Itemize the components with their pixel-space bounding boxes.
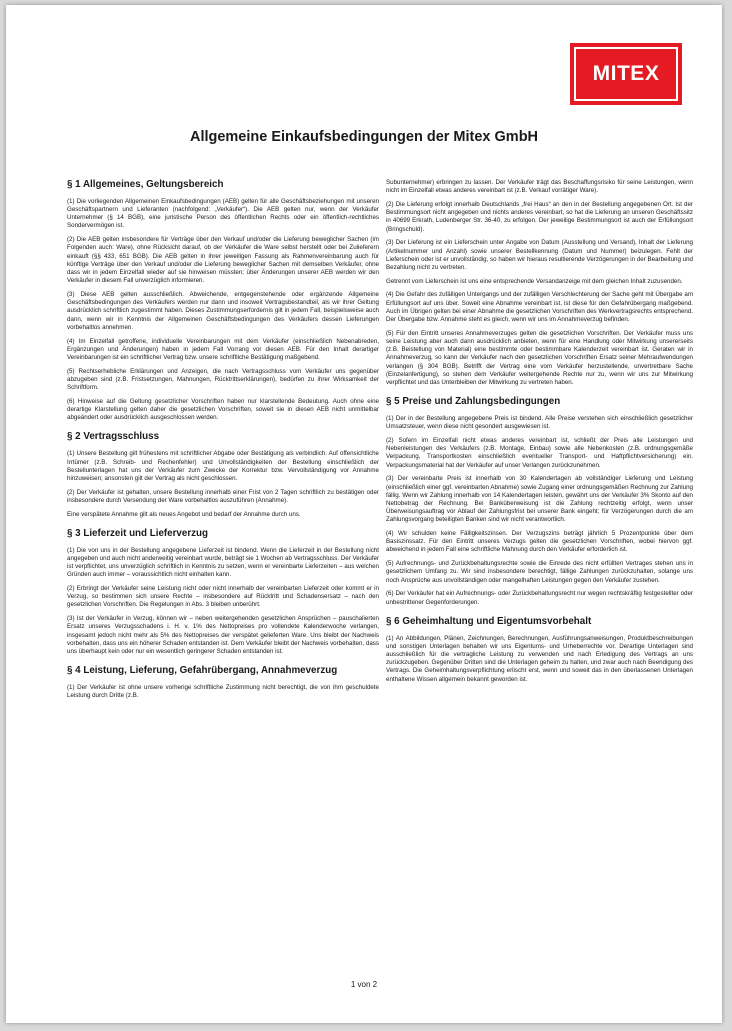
section-heading: § 1 Allgemeines, Geltungsbereich <box>67 179 224 190</box>
paragraph: (4) Die Gefahr des zufälligen Untergangs und der zufälligen Verschlechterung der Sache geht mit Übergabe am Erfüllungsort auf uns über. Soweit eine Abnahme vereinbart ist, ist diese für den Gefahrübergang maßgebend. Auch im Übrigen gelten bei einer Abnahme die gesetzlichen Vorschriften des Werkvertragsrechts entsprechend. Der Übergabe bzw. Annahme steht es gleich, wenn wir uns im Annahmeverzug befinden. <box>386 291 693 323</box>
paragraph: Subunternehmer) erbringen zu lassen. Der Verkäufer trägt das Beschaffungsrisiko für seine Leistungen, wenn nicht im Einzelfall etwas anderes vereinbart ist (z.B. Verkauf vorrätiger Ware). <box>386 179 693 195</box>
paragraph: Eine verspätete Annahme gilt als neues Angebot und bedarf der Annahme durch uns. <box>67 510 301 518</box>
paragraph: (2) Die AEB gelten insbesondere für Verträge über den Verkauf und/oder die Lieferung beweglicher Sachen (im Folgenden auch: Ware), ohne Rücksicht darauf, ob der Verkäufer die Ware selbst herstellt oder bei Zulieferern einkauft (§§ 433, 651 BGB). Die AEB gelten in ihrer jeweiligen Fassung als Rahmenvereinbarung auch für künftige Verträge über den Verkauf und/oder die Lieferung beweglicher Sachen mit demselben Verkäufer, ohne dass wir in jedem Einzelfall wieder auf sie hinweisen müssten; über Änderungen unserer AEB werden wir den Verkäufer in diesem Fall unverzüglich informieren. <box>67 236 379 285</box>
paragraph: (6) Der Verkäufer hat ein Aufrechnungs- oder Zurückbehaltungsrecht nur wegen rechtskräftig festgestellter oder unbestrittener Gegenforderungen. <box>386 590 693 606</box>
paragraph: Getrennt vom Lieferschein ist uns eine entsprechende Versandanzeige mit dem gleichen Inhalt zuzusenden. <box>386 277 683 285</box>
paragraph: (2) Sofern im Einzelfall nicht etwas anderes vereinbart ist, schließt der Preis alle Leistungen und Nebenleistungen des Verkäufers (z.B. Montage, Einbau) sowie alle Nebenkosten (z.B. ordnungsgemäße Verpackung, Transportkosten einschließlich eventueller Transport- und Haftpflichtversicherung) ein. Verpackungsmaterial hat der Verkäufer auf unser Verlangen zurückzunehmen. <box>386 436 693 469</box>
paragraph: (1) Der Verkäufer ist ohne unsere vorherige schriftliche Zustimmung nicht berechtigt, die von ihm geschuldete Leistung durch Dritte (z.B. <box>67 684 379 700</box>
paragraph: (1) Der in der Bestellung angegebene Preis ist bindend. Alle Preise verstehen sich einschließlich gesetzlicher Umsatzsteuer, wenn diese nicht gesondert ausgewiesen ist. <box>386 415 693 431</box>
paragraph: (1) Unsere Bestellung gilt frühestens mit schriftlicher Abgabe oder Bestätigung als verbindlich. Auf offensichtliche Irrtümer (z.B. Schreib- und Rechenfehler) und Unvollständigkeiten der Bestellung einschließlich der Bestellunterlagen hat uns der Verkäufer zum Zwecke der Korrektur bzw. Vervollständigung vor Annahme hinzuweisen; ansonsten gilt der Vertrag als nicht geschlossen. <box>67 450 379 482</box>
paragraph: (1) An Abbildungen, Plänen, Zeichnungen, Berechnungen, Ausführungsanweisungen, Produktbeschreibungen und sonstigen Unterlagen behalten wir uns Eigentums- und Urheberrechte vor. Derartige Unterlagen sind ausschließlich für die vertragliche Leistung zu verwenden und nach Erledigung des Vertrags an uns zurückzugeben. Gegenüber Dritten sind die Unterlagen geheim zu halten, und zwar auch nach Beendigung des Vertrags. Die Geheimhaltungsverpflichtung erlischt erst, wenn und soweit das in den überlassenen Unterlagen enthaltene Wissen allgemein bekannt geworden ist. <box>386 634 693 683</box>
paragraph: (2) Die Lieferung erfolgt innerhalb Deutschlands „frei Haus“ an den in der Bestellung angegebenen Ort. Ist der Bestimmungsort nicht angegeben und nichts anderes vereinbart, so hat die Lieferung an unseren Geschäftssitz in 40699 Erkrath, Ludenberger Str. 36-40, zu erfolgen. Der jeweilige Bestimmungsort ist auch der Erfüllungsort (Bringschuld). <box>386 200 693 233</box>
section-heading: § 6 Geheimhaltung und Eigentumsvorbehalt <box>386 615 592 627</box>
document-title: Allgemeine Einkaufsbedingungen der Mitex GmbH <box>189 129 539 145</box>
paragraph: (4) Wir schulden keine Fälligkeitszinsen. Der Verzugszins beträgt jährlich 5 Prozentpunkte über dem Basiszinssatz. Für den Eintritt unseres Verzugs gelten die gesetzlichen Vorschriften, wobei hiervon ggf. abweichend in jedem Fall eine schriftliche Mahnung durch den Verkäufer erforderlich ist. <box>386 530 693 554</box>
paragraph: (1) Die von uns in der Bestellung angegebene Lieferzeit ist bindend. Wenn die Lieferzeit in der Bestellung nicht angegeben und auch nicht anderweitig vereinbart wurde, beträgt sie 1 Wochen ab Vertragsschluss. Der Verkäufer ist verpflichtet, uns unverzüglich schriftlich in Kenntnis zu setzen, wenn er vereinbarte Lieferzeiten – aus welchen Gründen auch immer – voraussichtlich nicht einhalten kann. <box>67 546 379 579</box>
paragraph: (5) Rechtserhebliche Erklärungen und Anzeigen, die nach Vertragsschluss vom Verkäufer uns gegenüber abzugeben sind (z.B. Fristsetzungen, Mahnungen, Rücktrittserklärungen), bedürfen zu ihrer Wirksamkeit der Schriftform. <box>67 367 379 392</box>
paragraph: (1) Die vorliegenden Allgemeinen Einkaufsbedingungen (AEB) gelten für alle Geschäftsbeziehungen mit unseren Geschäftspartnern und Lieferanten (nachfolgend: „Verkäufer“). Die AEB gelten nur, wenn der Verkäufer Unternehmer (§ 14 BGB), eine juristische Person des öffentlichen Rechts oder ein öffentlich-rechtliches Sondervermögen ist. <box>67 197 379 230</box>
paragraph: (5) Aufrechnungs- und Zurückbehaltungsrechte sowie die Einrede des nicht erfüllten Vertrages stehen uns in gesetzlichem Umfang zu. Wir sind insbesondere berechtigt, fällige Zahlungen zurückzuhalten, solange uns noch Ansprüche aus unvollständigen oder mangelhaften Leistungen gegen den Verkäufer zustehen. <box>386 560 693 584</box>
paragraph: (6) Hinweise auf die Geltung gesetzlicher Vorschriften haben nur klarstellende Bedeutung. Auch ohne eine derartige Klarstellung gelten daher die gesetzlichen Vorschriften, soweit sie in diesen AEB nicht unmittelbar abgeändert oder ausdrücklich ausgeschlossen werden. <box>67 397 379 422</box>
paragraph: (3) Der Lieferung ist ein Lieferschein unter Angabe von Datum (Ausstellung und Versand), Inhalt der Lieferung (Artikelnummer und Anzahl) sowie unserer Bestellkennung (Datum und Nummer) beizulegen. Fehlt der Lieferschein oder ist er unvollständig, so haben wir hieraus resultierende Verzögerungen in der Bearbeitung und Bezahlung nicht zu vertreten. <box>386 239 693 271</box>
right-column <box>386 179 693 689</box>
logo-text: MITEX <box>574 47 678 101</box>
paragraph: (4) Im Einzelfall getroffene, individuelle Vereinbarungen mit dem Verkäufer (einschließlich Nebenabreden, Ergänzungen und Änderungen) haben in jedem Fall Vorrang vor diesen AEB. Für den Inhalt derartiger Vereinbarungen ist ein schriftlicher Vertrag bzw. unsere schriftliche Bestätigung maßgebend. <box>67 337 379 361</box>
paragraph: (2) Erbringt der Verkäufer seine Leistung nicht oder nicht innerhalb der vereinbarten Lieferzeit oder kommt er in Verzug, so bestimmen sich unsere Rechte – insbesondere auf Rücktritt und Schadensersatz – nach den gesetzlichen Vorschriften. Die Regelungen in Abs. 3 bleiben unberührt. <box>67 585 379 609</box>
section-heading: § 4 Leistung, Lieferung, Gefahrübergang, Annahmeverzug <box>67 665 338 677</box>
mitex-logo <box>570 43 682 105</box>
page-number: 1 von 2 <box>350 980 378 989</box>
left-column <box>67 179 379 706</box>
paragraph: (3) Der vereinbarte Preis ist innerhalb von 30 Kalendertagen ab vollständiger Lieferung und Leistung (einschließlich einer ggf. vereinbarten Abnahme) sowie Zugang einer ordnungsgemäßen Rechnung zur Zahlung fällig. Wenn wir Zahlung innerhalb von 14 Kalendertagen leisten, gewährt uns der Verkäufer 3% Skonto auf den Nettobetrag der Rechnung. Bei Banküberweisung ist die Zahlung rechtzeitig erfolgt, wenn unser Überweisungsauftrag vor Ablauf der Zahlungsfrist bei unserer Bank eingeht; für Verzögerungen durch die am Zahlungsvorgang beteiligten Banken sind wir nicht verantwortlich. <box>386 475 693 524</box>
paragraph: (2) Der Verkäufer ist gehalten, unsere Bestellung innerhalb einer Frist von 2 Tagen schriftlich zu bestätigen oder insbesondere durch Versendung der Ware vorbehaltlos auszuführen (Annahme). <box>67 488 379 504</box>
document-page <box>6 5 722 1023</box>
section-heading: § 2 Vertragsschluss <box>67 431 160 443</box>
section-heading: § 3 Lieferzeit und Lieferverzug <box>67 527 209 539</box>
paragraph: (5) Für den Eintritt unseres Annahmeverzuges gelten die gesetzlichen Vorschriften. Der Verkäufer muss uns seine Leistung aber auch dann ausdrücklich anbieten, wenn für eine Handlung oder Mitwirkung unsererseits (z.B. Beistellung von Material) eine bestimmte oder bestimmbare Kalenderzeit vereinbart ist. Geraten wir in Annahmeverzug, so kann der Verkäufer nach den gesetzlichen Vorschriften Ersatz seiner Mehraufwendungen verlangen (§ 304 BGB). Betrifft der Vertrag eine vom Verkäufer herzustellende, unvertretbare Sache (Einzelanfertigung), so stehen dem Verkäufer weitergehende Rechte nur zu, wenn wir uns zur Mitwirkung verpflichtet und das Unterbleiben der Mitwirkung zu vertreten haben. <box>386 329 693 386</box>
section-heading: § 5 Preise und Zahlungsbedingungen <box>386 396 561 408</box>
paragraph: (3) Ist der Verkäufer in Verzug, können wir – neben weitergehenden gesetzlichen Ansprüchen – pauschalierten Ersatz unseres Verzugsschadens i. H. v. 1% des Nettopreises pro vollendete Kalenderwoche verlangen, insgesamt jedoch nicht mehr als 5% des Nettopreises der verspätet gelieferten Ware. Uns bleibt der Nachweis vorbehalten, dass uns ein höherer Schaden entstanden ist. Dem Verkäufer bleibt der Nachweis vorbehalten, dass uns überhaupt kein oder nur ein wesentlich geringerer Schaden entstanden ist. <box>67 615 379 655</box>
paragraph: (3) Diese AEB gelten ausschließlich. Abweichende, entgegenstehende oder ergänzende Allgemeine Geschäftsbedingungen des Verkäufers werden nur dann und insoweit Vertragsbestandteil, als wir ihrer Geltung ausdrücklich schriftlich zugestimmt haben. Dieses Zustimmungserfordernis gilt in jedem Fall, beispielsweise auch dann, wenn wir in Kenntnis der Allgemeinen Geschäftsbedingungen des Verkäufers dessen Lieferungen vorbehaltlos annehmen. <box>67 290 379 331</box>
